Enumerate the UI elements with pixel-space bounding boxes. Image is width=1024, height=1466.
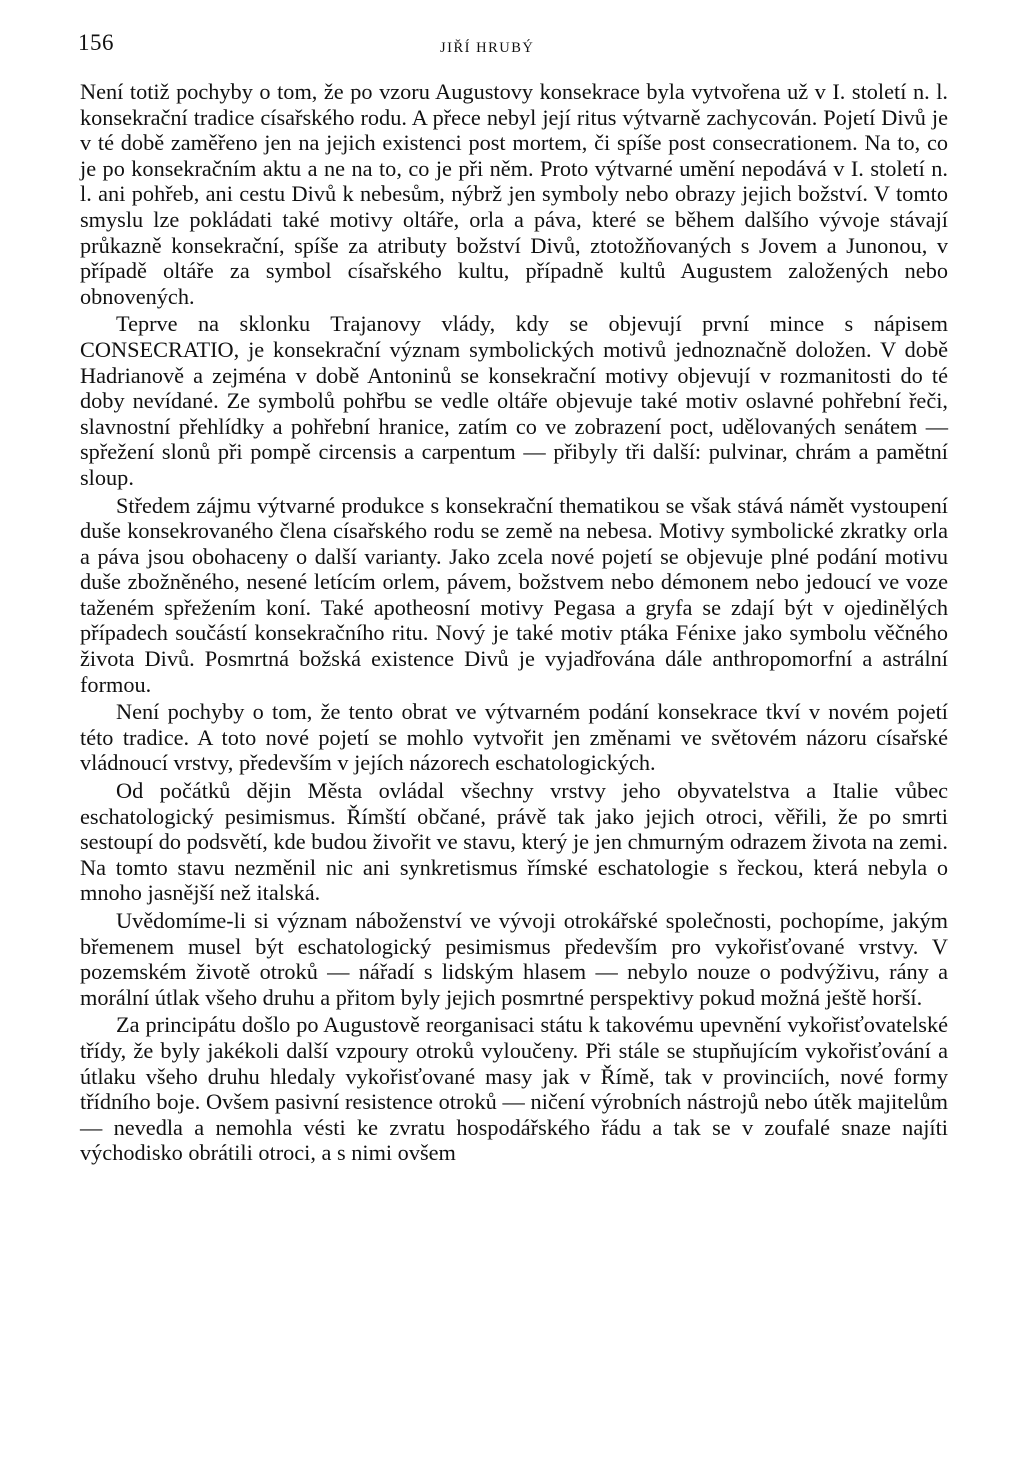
paragraph: Není pochyby o tom, že tento obrat ve výtvarném podání konsekrace tkví v novém pojetí této tradice. A toto nové pojetí se mohlo vytvořit jen změnami ve světovém názoru císařské vládnoucí vrstvy, především v jejích názorech eschatologických. — [80, 699, 948, 776]
page — [80, 30, 948, 1166]
running-head — [80, 30, 948, 70]
paragraph: Od počátků dějin Města ovládal všechny vrstvy jeho obyvatelstva a Italie vůbec eschatologický pesimismus. Římští občané, právě tak jako jejich otroci, věřili, že po smrti sestoupí do podsvětí, kde budou živořit ve stavu, který je jen chmurným odrazem života na zemi. Na tomto stavu nezměnil nic ani synkretismus římské eschatologie s řeckou, která nebyla o mnoho jasnější než italská. — [80, 778, 948, 906]
paragraph: Za principátu došlo po Augustově reorganisaci státu k takovému upevnění vykořisťovatelské třídy, že byly jakékoli další vzpoury otroků vyloučeny. Při stále se stupňujícím vykořisťování a útlaku všeho druhu hledaly vykořisťované masy jak v Římě, tak v provinciích, nové formy třídního boje. Ovšem pasivní resistence otroků — ničení výrobních nástrojů nebo útěk majitelům — nevedla a nemohla vésti ke zvratu hospodářského řádu a tak se v zoufalé snaze najíti východisko obrátili otroci, a s nimi ovšem — [80, 1012, 948, 1166]
running-head-author: JIŘÍ HRUBÝ — [440, 40, 535, 56]
paragraph: Není totiž pochyby o tom, že po vzoru Augustovy konsekrace byla vytvořena už v I. století n. l. konsekrační tradice císařského rodu. A přece nebyl její ritus výtvarně zachycován. Pojetí Divů je v té době zaměřeno jen na jejich existenci post mortem, či spíše post consecrationem. Na to, co je po konsekračním aktu a ne na to, co je při něm. Proto výtvarné umění nepodává v I. století n. l. ani pohřeb, ani cestu Divů k nebesům, nýbrž jen symboly nebo obrazy jejich božství. V tomto smyslu lze pokládati také motivy oltáře, orla a páva, které se během dalšího vývoje stávají průkazně konsekrační, spíše za atributy božství Divů, ztotožňovaných s Jovem a Junonou, v případě oltáře za symbol císařského kultu, případně kultů Augustem založených nebo obnovených. — [80, 79, 948, 309]
paragraph: Uvědomíme-li si význam náboženství ve vývoji otrokářské společnosti, pochopíme, jakým břemenem musel být eschatologický pesimismus především pro vykořisťované vrstvy. V pozemském životě otroků — nářadí s lidským hlasem — nebylo nouze o podvýživu, rány a morální útlak všeho druhu a přitom byly jejich posmrtné perspektivy pokud možná ještě horší. — [80, 908, 948, 1010]
page-number: 156 — [78, 30, 114, 55]
text-body — [80, 79, 948, 1166]
paragraph: Středem zájmu výtvarné produkce s konsekrační thematikou se však stává námět vystoupení duše konsekrovaného člena císařského rodu se země na nebesa. Motivy symbolické zkratky orla a páva jsou obohaceny o další varianty. Jako zcela nové pojetí se objevuje plné podání motivu duše zbožněného, nesené letícím orlem, pávem, božstvem nebo démonem nebo jedoucí ve voze taženém spřežením koní. Také apotheosní motivy Pegasa a gryfa se zdají být v ojedinělých případech součástí konsekračního ritu. Nový je také motiv ptáka Fénixe jako symbolu věčného života Divů. Posmrtná božská existence Divů je vyjadřována dále anthropomorfní a astrální formou. — [80, 492, 948, 697]
paragraph: Teprve na sklonku Trajanovy vlády, kdy se objevují první mince s nápisem CONSECRATIO, je konsekrační význam symbolických motivů jednoznačně doložen. V době Hadrianově a zejména v době Antoninů se konsekrační motivy objevují v rozmanitosti do té doby nevídané. Ze symbolů pohřbu se vedle oltáře objevuje také motiv oslavné pohřební řeči, slavnostní přehlídky a pohřební hranice, zatím co ve zobrazení poct, udělovaných senátem — spřežení slonů při pompě circensis a carpentum — přibyly tři další: pulvinar, chrám a pamětní sloup. — [80, 311, 948, 490]
